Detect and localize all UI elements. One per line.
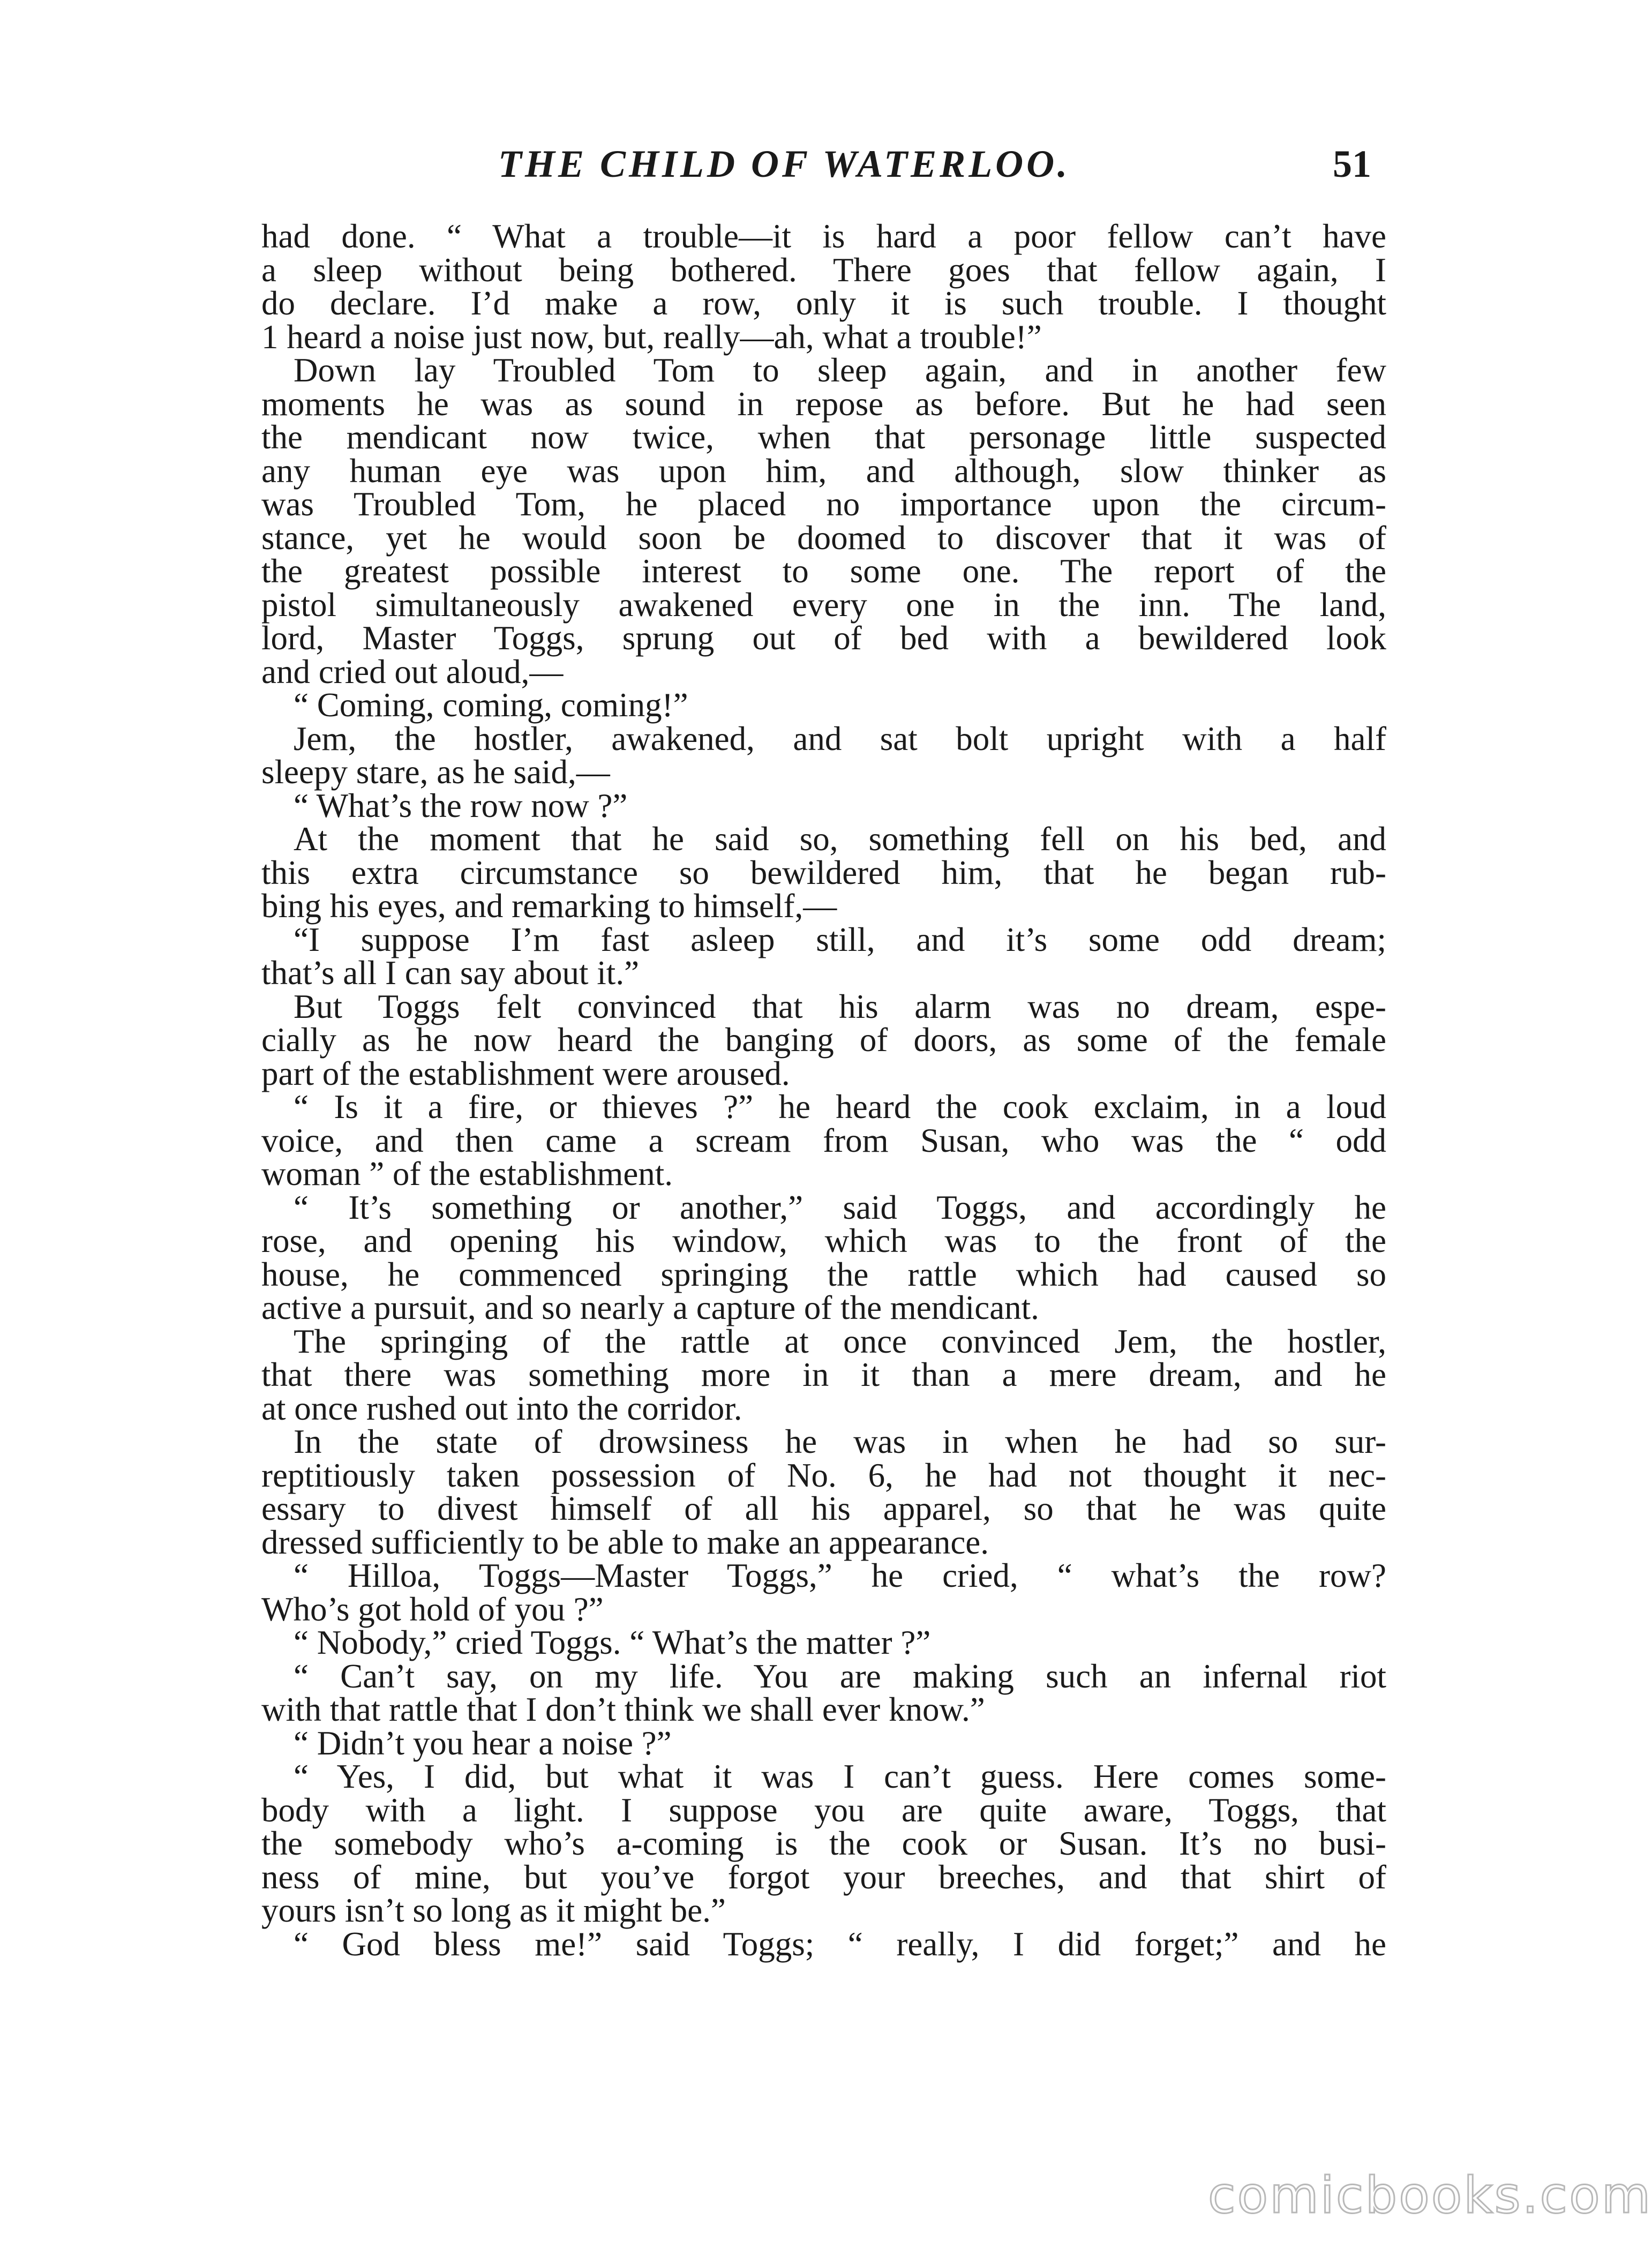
running-title: THE CHILD OF WATERLOO. <box>498 142 1071 185</box>
text-line: active a pursuit, and so nearly a capture of the mendicant. <box>261 1289 1039 1326</box>
text-line: “ It’s something or another,” said Toggs, and accordingly he <box>294 1188 1386 1226</box>
text-line: and cried out aloud,— <box>261 652 564 691</box>
text-line: lord, Master Toggs, sprung out of bed with a bewildered look <box>261 619 1386 657</box>
text-line: yours isn’t so long as it might be.” <box>261 1892 726 1929</box>
watermark: comicbooks.com <box>1208 2166 1652 2225</box>
text-line: “ Yes, I did, but what it was I can’t guess. Here comes some- <box>294 1758 1386 1795</box>
text-line: stance, yet he would soon be doomed to discover that it was of <box>261 519 1386 557</box>
text-line: reptitiously taken possession of No. 6, he had not thought it nec- <box>261 1456 1386 1494</box>
text-line: cially as he now heard the banging of doors, as some of the female <box>261 1021 1386 1059</box>
text-line: do declare. I’d make a row, only it is such trouble. I thought <box>261 284 1386 322</box>
text-line: “ Coming, coming, coming!” <box>294 686 688 724</box>
text-line: body with a light. I suppose you are quite aware, Toggs, that <box>261 1791 1386 1829</box>
text-line: at once rushed out into the corridor. <box>261 1389 742 1427</box>
text-line: had done. “ What a trouble—it is hard a poor fellow can’t have <box>261 218 1386 255</box>
text-line: sleepy stare, as he said,— <box>261 753 610 791</box>
text-line: “ God bless me!” said Toggs; “ really, I did forget;” and he <box>294 1925 1386 1963</box>
body-text <box>261 220 1386 1961</box>
text-line: Down lay Troubled Tom to sleep again, and in another few <box>294 351 1386 389</box>
text-line: woman ” of the establishment. <box>261 1155 673 1192</box>
text-line: the somebody who’s a-coming is the cook or Susan. It’s no busi- <box>261 1825 1386 1862</box>
text-line: “ Is it a fire, or thieves ?” he heard the cook exclaim, in a loud <box>294 1088 1386 1126</box>
text-line: ness of mine, but you’ve forgot your breeches, and that shirt of <box>261 1858 1386 1896</box>
text-line: “ Can’t say, on my life. You are making such an infernal riot <box>294 1657 1386 1695</box>
text-line: rose, and opening his window, which was to the front of the <box>261 1222 1386 1259</box>
text-line: voice, and then came a scream from Susan, who was the “ odd <box>261 1121 1386 1159</box>
text-line: Jem, the hostler, awakened, and sat bolt upright with a half <box>294 719 1386 758</box>
text-line: part of the establishment were aroused. <box>261 1054 790 1092</box>
text-line: “ Didn’t you hear a noise ?” <box>294 1724 672 1762</box>
text-line: “ Hilloa, Toggs—Master Toggs,” he cried, “ what’s the row? <box>294 1557 1386 1594</box>
text-line: the mendicant now twice, when that personage little suspected <box>261 418 1386 456</box>
text-line: essary to divest himself of all his apparel, so that he was quite <box>261 1490 1386 1527</box>
text-line: the greatest possible interest to some one. The report of the <box>261 552 1386 590</box>
text-line: At the moment that he said so, something fell on his bed, and <box>294 820 1386 858</box>
text-line: any human eye was upon him, and although, slow thinker as <box>261 452 1386 490</box>
text-line: a sleep without being bothered. There goes that fellow again, I <box>261 251 1386 289</box>
text-line: dressed sufficiently to be able to make an appearance. <box>261 1523 989 1561</box>
text-line: house, he commenced springing the rattle which had caused so <box>261 1255 1386 1293</box>
text-line: “I suppose I’m fast asleep still, and it’s some odd dream; <box>294 920 1386 958</box>
text-line: that’s all I can say about it.” <box>261 954 640 992</box>
text-line: The springing of the rattle at once convinced Jem, the hostler, <box>294 1322 1386 1360</box>
text-line: moments he was as sound in repose as before. But he had seen <box>261 385 1386 423</box>
text-line: 1 heard a noise just now, but, really—ah, what a trouble!” <box>261 318 1042 356</box>
text-line: “ Nobody,” cried Toggs. “ What’s the matter ?” <box>294 1624 931 1661</box>
text-line: But Toggs felt convinced that his alarm was no dream, espe- <box>294 987 1386 1025</box>
page-number: 51 <box>1333 142 1371 185</box>
text-line: pistol simultaneously awakened every one in the inn. The land, <box>261 586 1386 624</box>
text-line: this extra circumstance so bewildered him, that he began rub- <box>261 853 1386 891</box>
text-line: was Troubled Tom, he placed no importance upon the circum- <box>261 485 1386 523</box>
text-line: bing his eyes, and remarking to himself,— <box>261 887 837 925</box>
text-line: that there was something more in it than a mere dream, and he <box>261 1356 1386 1393</box>
text-line: Who’s got hold of you ?” <box>261 1590 604 1628</box>
text-line: with that rattle that I don’t think we shall ever know.” <box>261 1691 985 1728</box>
text-line: “ What’s the row now ?” <box>294 786 628 824</box>
text-line: In the state of drowsiness he was in when he had so sur- <box>294 1423 1386 1460</box>
